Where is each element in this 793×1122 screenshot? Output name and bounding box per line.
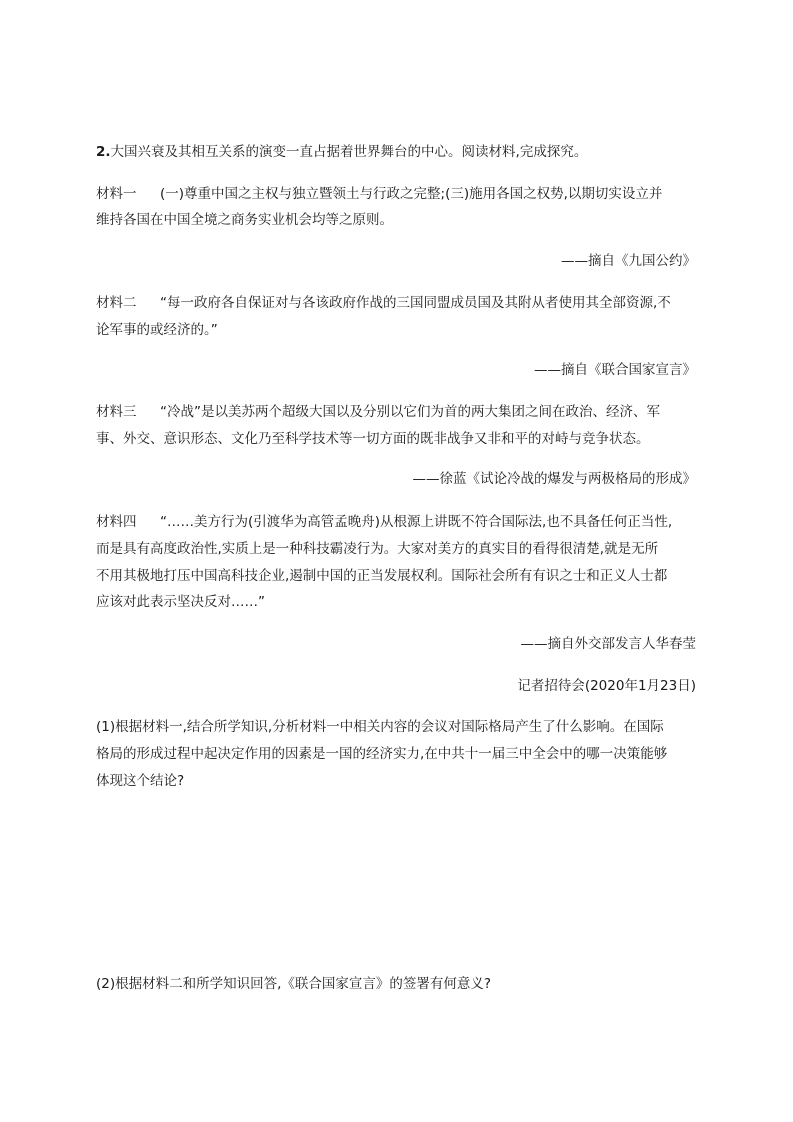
material-3-source: ——徐蓝《试论冷战的爆发与两极格局的形成》 (412, 471, 696, 487)
material-2-label: 材料二 (96, 295, 137, 311)
material-4-line-1 (96, 512, 672, 532)
material-3-text-1: “冷战”是以美苏两个超级大国以及分别以它们为首的两大集团之间在政治、经济、军 (160, 404, 660, 420)
material-2-source: ——摘自《联合国家宣言》 (534, 362, 696, 378)
material-3-line-1 (96, 402, 660, 422)
question-stem (96, 142, 587, 162)
material-4-line-2: 而是具有高度政治性,实质上是一种科技霸凌行为。大家对美方的真实目的看得很清楚,就是无所 (96, 541, 659, 557)
material-2-line-2: 论军事的或经济的。” (96, 322, 218, 338)
material-2-text-1: “每一政府各自保证对与各该政府作战的三国同盟成员国及其附从者使用其全部资源,不 (160, 295, 671, 311)
material-4-source-2: 记者招待会(2020年1月23日) (517, 678, 696, 694)
material-4-line-3: 不用其极地打压中国高科技企业,遏制中国的正当发展权利。国际社会所有有识之士和正义人士都 (96, 568, 668, 584)
subquestion-1-line-3: 体现这个结论? (96, 773, 185, 789)
question-number: 2. (96, 144, 111, 160)
material-4-line-4: 应该对此表示坚决反对……” (96, 594, 265, 610)
material-2-line-1 (96, 293, 671, 313)
subquestion-1-line-1: (1)根据材料一,结合所学知识,分析材料一中相关内容的会议对国际格局产生了什么影响。在国际 (96, 719, 664, 735)
material-1-label: 材料一 (96, 186, 137, 202)
material-4-text-1: “……美方行为(引渡华为高管孟晚舟)从根源上讲既不符合国际法,也不具备任何正当性, (160, 514, 673, 530)
subquestion-1-line-2: 格局的形成过程中起决定作用的因素是一国的经济实力,在中共十一届三中全会中的哪一决策能够 (96, 746, 668, 762)
material-3-line-2: 事、外交、意识形态、文化乃至科学技术等一切方面的既非战争又非和平的对峙与竞争状态。 (96, 431, 650, 447)
material-4-source-1: ——摘自外交部发言人华春莹 (520, 636, 696, 652)
subquestion-2-line-1: (2)根据材料二和所学知识回答,《联合国家宣言》的签署有何意义? (96, 976, 492, 992)
material-1-source: ——摘自《九国公约》 (561, 253, 696, 269)
material-1-line-2: 维持各国在中国全境之商务实业机会均等之原则。 (96, 212, 393, 228)
material-1-text-1: (一)尊重中国之主权与独立暨领土与行政之完整;(三)施用各国之权势,以期切实设立并 (160, 186, 663, 202)
material-1-line-1 (96, 184, 662, 204)
material-4-label: 材料四 (96, 514, 137, 530)
material-3-label: 材料三 (96, 404, 137, 420)
question-stem-text: 大国兴衰及其相互关系的演变一直占据着世界舞台的中心。阅读材料,完成探究。 (110, 144, 588, 160)
